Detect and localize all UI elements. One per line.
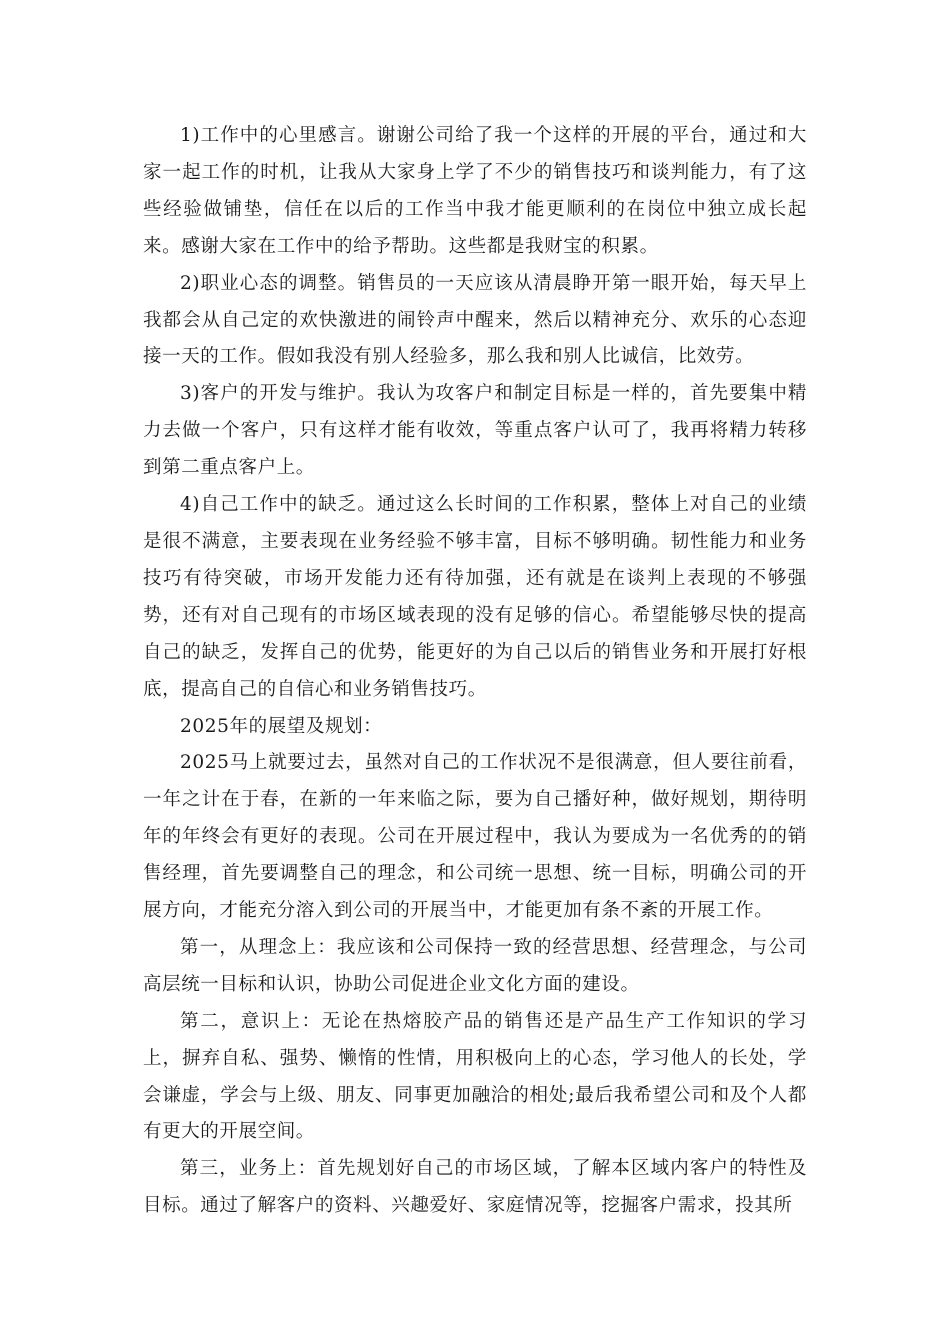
section-heading-outlook: 2025年的展望及规划：	[180, 715, 383, 737]
paragraph-work-reflection: 1)工作中的心里感言。谢谢公司给了我一个这样的开展的平台，通过和大家一起工作的时机，让我从大家身上学了不少的销售技巧和谈判能力，有了这些经验做铺垫，信任在以后的工作当中我才能更顺利的在岗位中独立成长起来。感谢大家在工作中的给予帮助。这些都是我财宝的积累。	[143, 125, 807, 257]
paragraph-outlook-intro: 2025马上就要过去，虽然对自己的工作状况不是很满意，但人要往前看，一年之计在于春，在新的一年来临之际，要为自己播好种，做好规划，期待明年的年终会有更好的表现。公司在开展过程中，我认为要成为一名优秀的的销售经理，首先要调整自己的理念，和公司统一思想、统一目标，明确公司的开展方向，才能充分溶入到公司的开展当中，才能更加有条不紊的开展工作。	[143, 752, 807, 922]
document-body	[143, 118, 807, 1225]
paragraph-first-philosophy: 第一，从理念上：我应该和公司保持一致的经营思想、经营理念，与公司高层统一目标和认识，协助公司促进企业文化方面的建设。	[143, 936, 807, 995]
paragraph-second-awareness: 第二，意识上：无论在热熔胶产品的销售还是产品生产工作知识的学习上，摒弃自私、强势、懒惰的性情，用积极向上的心态，学习他人的长处，学会谦虚，学会与上级、朋友、同事更加融洽的相处;最后我希望公司和及个人都有更大的开展空间。	[143, 1010, 807, 1143]
paragraph-mindset-adjustment: 2)职业心态的调整。销售员的一天应该从清晨睁开第一眼开始，每天早上我都会从自己定的欢快激进的闹铃声中醒来，然后以精神充分、欢乐的心态迎接一天的工作。假如我没有别人经验多，那么我和别人比诚信，比效劳。	[143, 272, 807, 368]
paragraph-third-business: 第三，业务上：首先规划好自己的市场区域，了解本区域内客户的特性及目标。通过了解客户的资料、兴趣爱好、家庭情况等，挖掘客户需求，投其所	[143, 1158, 807, 1217]
paragraph-client-development: 3)客户的开发与维护。我认为攻客户和制定目标是一样的，首先要集中精力去做一个客户，只有这样才能有收效，等重点客户认可了，我再将精力转移到第二重点客户上。	[143, 383, 807, 479]
paragraph-shortcomings: 4)自己工作中的缺乏。通过这么长时间的工作积累，整体上对自己的业绩是很不满意，主要表现在业务经验不够丰富，目标不够明确。韧性能力和业务技巧有待突破，市场开发能力还有待加强，还有就是在谈判上表现的不够强势，还有对自己现有的市场区域表现的没有足够的信心。希望能够尽快的提高自己的缺乏，发挥自己的优势，能更好的为自己以后的销售业务和开展打好根底，提高自己的自信心和业务销售技巧。	[143, 494, 807, 700]
